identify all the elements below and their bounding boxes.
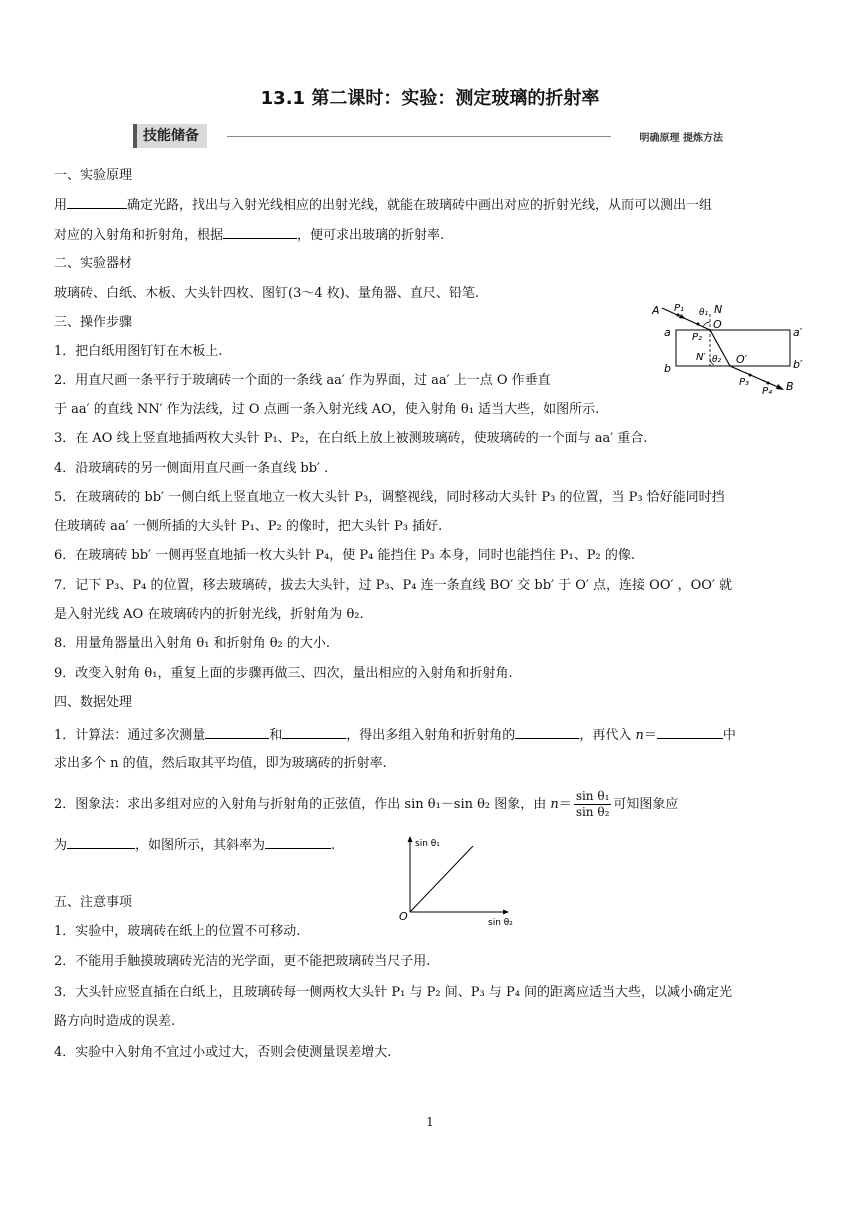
label-P2: P₂ — [692, 332, 703, 343]
step-5-line-1: 5．在玻璃砖的 bb′ 一侧白纸上竖直地立一枚大头针 P₃，调整视线，同时移动大头针 P₃ 的位置，当 P₃ 恰好能同时挡 — [54, 490, 725, 505]
step-7-line-1: 7．记下 P₃、P₄ 的位置，移去玻璃砖，拔去大头针，过 P₃、P₄ 连一条直线 BO′ 交 bb′ 于 O′ 点，连接 OO′ ，OO′ 就 — [54, 578, 732, 593]
text: ，再代入 — [579, 728, 636, 743]
fraction-denominator: sin θ₂ — [575, 805, 610, 819]
equipment-list: 玻璃砖、白纸、木板、大头针四枚、图钉(3～4 枚)、量角器、直尺、铅笔. — [54, 286, 479, 301]
pin-p2 — [697, 323, 700, 326]
section-heading-steps: 三、操作步骤 — [54, 315, 133, 330]
step-3: 3．在 AO 线上竖直地插两枚大头针 P₁、P₂，在白纸上放上被测玻璃砖，使玻璃砖的一个面与 aa′ 重合. — [54, 431, 648, 446]
step-6: 6．在玻璃砖 bb′ 一侧再竖直地插一枚大头针 P₄，使 P₄ 能挡住 P₃ 本身，同时也能挡住 P₁、P₂ 的像. — [54, 548, 635, 563]
angle-arc — [703, 322, 710, 327]
label-a-prime: a′ — [793, 326, 803, 339]
step-2-line-1: 2．用直尺画一条平行于玻璃砖一个面的一条线 aa′ 作为界面，过 aa′ 上一点 O 作垂直 — [54, 373, 551, 388]
calc-method-line-2: 求出多个 n 的值，然后取其平均值，即为玻璃砖的折射率. — [54, 756, 387, 771]
label-P3: P₃ — [739, 377, 750, 388]
data-line — [410, 846, 473, 912]
x-axis-arrow — [503, 910, 509, 915]
text: 为 — [54, 838, 68, 853]
fraction-numerator: sin θ₁ — [575, 789, 610, 803]
step-4: 4．沿玻璃砖的另一侧面用直尺画一条直线 bb′ . — [54, 461, 329, 476]
ray-arrow — [776, 384, 784, 390]
page-title: 13.1 第二课时：实验：测定玻璃的折射率 — [260, 88, 600, 109]
page-number: 1 — [426, 1115, 434, 1129]
label-B: B — [786, 380, 794, 393]
text: ，便可求出玻璃的折射率. — [297, 228, 445, 243]
text: ＝ — [558, 797, 572, 812]
note-3-line-2: 路方向时造成的误差. — [54, 1014, 176, 1029]
label-N: N — [714, 303, 723, 316]
text: 和 — [269, 728, 283, 743]
banner-label: 技能储备 — [133, 124, 207, 148]
label-theta2: θ₂ — [712, 355, 722, 365]
calc-method-line-1 — [54, 724, 736, 746]
text: ，如图所示，其斜率为 — [135, 838, 266, 853]
step-9: 9．改变入射角 θ₁，重复上面的步骤再做三、四次，量出相应的入射角和折射角. — [54, 666, 513, 681]
text: . — [331, 838, 336, 853]
banner-divider — [227, 136, 611, 137]
label-a: a — [664, 326, 671, 339]
origin-label: O — [399, 910, 408, 923]
label-b: b — [664, 362, 671, 375]
emergent-ray — [730, 366, 780, 388]
banner-subtitle: 明确原理 提炼方法 — [639, 133, 723, 144]
fill-blank[interactable] — [223, 224, 297, 239]
step-8: 8．用量角器量出入射角 θ₁ 和折射角 θ₂ 的大小. — [54, 636, 331, 651]
y-axis-arrow — [408, 836, 413, 842]
pin-p4 — [767, 382, 770, 385]
text: 中 — [722, 728, 736, 743]
note-3-line-1: 3．大头针应竖直插在白纸上，且玻璃砖每一侧两枚大头针 P₁ 与 P₂ 间、P₃ 与 P₄ 间的距离应适当大些，以减小确定光 — [54, 985, 733, 1000]
note-4: 4．实验中入射角不宜过小或过大，否则会使测量误差增大. — [54, 1045, 392, 1060]
fill-blank[interactable] — [67, 834, 135, 849]
fill-blank[interactable] — [657, 724, 723, 739]
graph-method-line-2 — [54, 834, 335, 856]
label-O-prime: O′ — [736, 353, 748, 366]
fill-blank[interactable] — [282, 724, 346, 739]
section-banner — [133, 124, 723, 150]
variable-n: n — [550, 797, 559, 812]
x-axis-label: sin θ₂ — [488, 918, 513, 928]
section-heading-principle: 一、实验原理 — [54, 168, 133, 183]
step-7-line-2: 是入射光线 AO 在玻璃砖内的折射光线，折射角为 θ₂. — [54, 607, 364, 622]
principle-line-2 — [54, 224, 444, 246]
note-1: 1．实验中，玻璃砖在纸上的位置不可移动. — [54, 924, 301, 939]
label-A: A — [652, 304, 660, 317]
text: ＝ — [643, 728, 657, 743]
note-2: 2．不能用手触摸玻璃砖光洁的光学面，更不能把玻璃砖当尺子用. — [54, 954, 431, 969]
text: ，得出多组入射角和折射角的 — [346, 728, 516, 743]
text: 确定光路，找出与入射光线相应的出射光线，就能在玻璃砖中画出对应的折射光线，从而可以测出一组 — [127, 198, 713, 213]
fraction — [574, 789, 612, 820]
label-O: O — [713, 318, 722, 331]
label-P4: P₄ — [762, 386, 773, 397]
variable-n: n — [635, 728, 644, 743]
text: 用 — [54, 198, 68, 213]
principle-line-1 — [54, 194, 712, 216]
text: 可知图象应 — [613, 797, 679, 812]
y-axis-label: sin θ₁ — [415, 839, 440, 849]
fill-blank[interactable] — [205, 724, 269, 739]
section-heading-data: 四、数据处理 — [54, 695, 133, 710]
ray-arrow — [679, 314, 686, 319]
text: 1．计算法：通过多次测量 — [54, 728, 206, 743]
section-heading-notes: 五、注意事项 — [54, 895, 133, 910]
step-2-line-2: 于 aa′ 的直线 NN′ 作为法线，过 O 点画一条入射光线 AO，使入射角 θ₁ 适当大些，如图所示. — [54, 402, 600, 417]
label-theta1: θ₁ — [699, 308, 709, 318]
step-5-line-2: 住玻璃砖 aa′ 一侧所插的大头针 P₁、P₂ 的像时，把大头针 P₃ 插好. — [54, 519, 443, 534]
text: 对应的入射角和折射角，根据 — [54, 228, 224, 243]
label-N-prime: N′ — [696, 352, 706, 363]
fill-blank[interactable] — [515, 724, 579, 739]
sine-graph — [395, 832, 525, 932]
fill-blank[interactable] — [265, 834, 331, 849]
label-P1: P₁ — [674, 303, 685, 314]
label-b-prime: b′ — [793, 358, 803, 371]
graph-method-line-1 — [54, 788, 678, 822]
text: 2．图象法：求出多组对应的入射角与折射角的正弦值，作出 sin θ₁－sin θ₂ 图象，由 — [54, 797, 551, 812]
refraction-diagram — [650, 300, 830, 400]
section-heading-equipment: 二、实验器材 — [54, 256, 133, 271]
fill-blank[interactable] — [67, 194, 127, 209]
step-1: 1．把白纸用图钉钉在木板上. — [54, 344, 223, 359]
